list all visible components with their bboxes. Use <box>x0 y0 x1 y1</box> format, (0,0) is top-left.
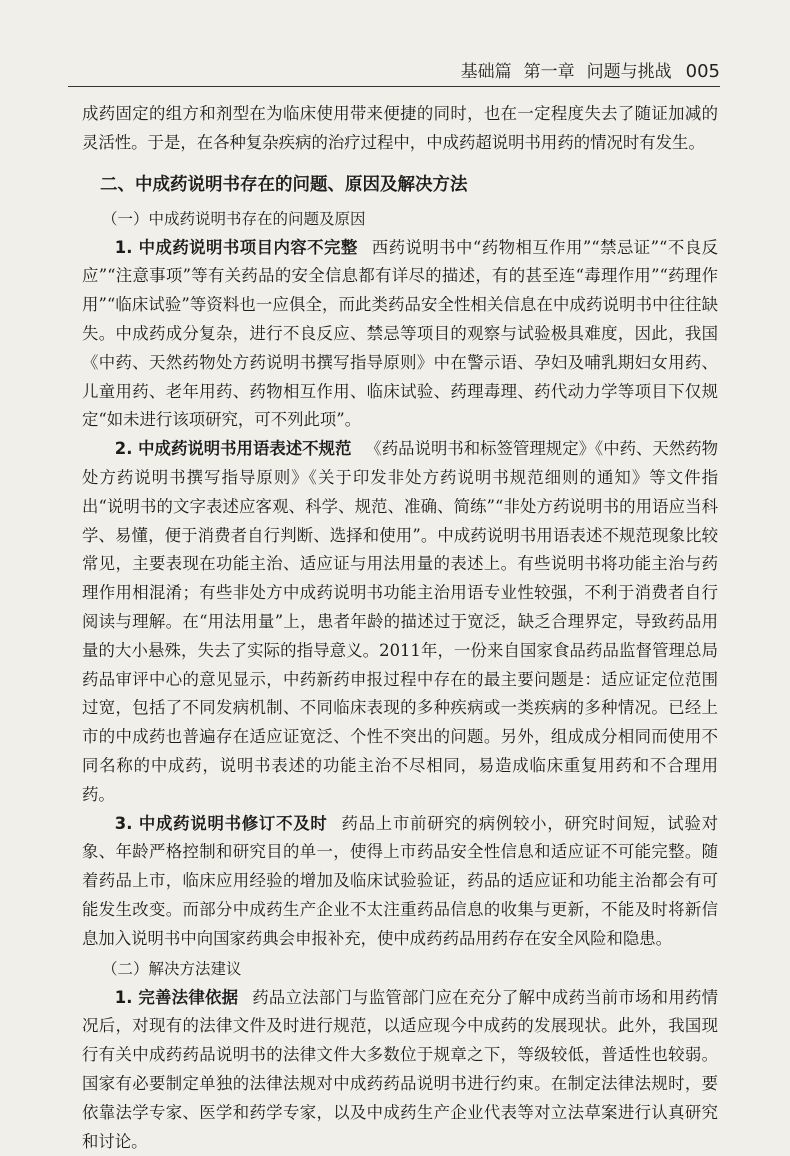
page-body <box>82 100 718 1156</box>
item-text: 《药品说明书和标签管理规定》《中药、天然药物处方药说明书撰写指导原则》《关于印发非处方药说明书规范细则的通知》等文件指出“说明书的文字表述应客观、科学、规范、准确、简练”“非处方药说明书的用语应当科学、易懂，便于消费者自行判断、选择和使用”。中成药说明书用语表述不规范现象比较常见，主要表现在功能主治、适应证与用法用量的表述上。有些说明书将功能主治与药理作用相混淆；有些非处方中成药说明书功能主治用语专业性较强，不利于消费者自行阅读与理解。在“用法用量”上，患者年龄的描述过于宽泛，缺乏合理界定，导致药品用量的大小悬殊，失去了实际的指导意义。2011年，一份来自国家食品药品监督管理总局药品审评中心的意见显示，中药新药申报过程中存在的最主要问题是：适应证定位范围过宽，包括了不同发病机制、不同临床表现的多种疾病或一类疾病的多种情况。已经上市的中成药也普遍存在适应证宽泛、个性不突出的问题。另外，组成成分相同而使用不同名称的中成药，说明书表述的功能主治不尽相同，易造成临床重复用药和不合理用药。 <box>82 439 718 804</box>
item-text: 药品立法部门与监管部门应在充分了解中成药当前市场和用药情况后，对现有的法律文件及时进行规范，以适应现今中成药的发展现状。此外，我国现行有关中成药药品说明书的法律文件大多数位于规章之下，等级较低，普适性也较弱。国家有必要制定单独的法律法规对中成药药品说明书进行约束。在制定法律法规时，要依靠法学专家、医学和药学专家，以及中成药生产企业代表等对立法草案进行认真研究和讨论。 <box>82 987 718 1151</box>
subsection-heading-1: （一）中成药说明书存在的问题及原因 <box>102 209 366 228</box>
item-heading: 1. 完善法律依据 <box>114 987 239 1007</box>
paragraph-item-1 <box>82 234 718 436</box>
header-part: 基础篇 <box>460 62 512 82</box>
item-heading: 3. 中成药说明书修订不及时 <box>114 813 328 833</box>
running-header <box>68 52 720 87</box>
paragraph-item-2 <box>82 435 718 809</box>
item-text: 西药说明书中“药物相互作用”“禁忌证”“不良反应”“注意事项”等有关药品的安全信息都有详尽的描述，有的甚至连“毒理作用”“药理作用”“临床试验”等资料也一应俱全，而此类药品安全性相关信息在中成药说明书中往往缺失。中成药成分复杂，进行不良反应、禁忌等项目的观察与试验极具难度，因此，我国《中药、天然药物处方药说明书撰写指导原则》中在警示语、孕妇及哺乳期妇女用药、儿童用药、老年用药、药物相互作用、临床试验、药理毒理、药代动力学等项目下仅规定“如未进行该项研究，可不列此项”。 <box>82 237 718 430</box>
item-heading: 2. 中成药说明书用语表述不规范 <box>114 439 352 459</box>
intro-paragraph: 成药固定的组方和剂型在为临床使用带来便捷的同时，也在一定程度失去了随证加减的灵活性。于是，在各种复杂疾病的治疗过程中，中成药超说明书用药的情况时有发生。 <box>82 104 718 152</box>
section-heading: 二、中成药说明书存在的问题、原因及解决方法 <box>100 174 468 195</box>
item-text: 药品上市前研究的病例较小，研究时间短，试验对象、年龄严格控制和研究目的单一，使得上市药品安全性信息和适应证不可能完整。随着药品上市，临床应用经验的增加及临床试验验证，药品的适应证和功能主治都会有可能发生改变。而部分中成药生产企业不太注重药品信息的收集与更新，不能及时将新信息加入说明书中向国家药典会申报补充，使中成药药品用药存在安全风险和隐患。 <box>82 813 718 948</box>
header-title: 问题与挑战 <box>586 62 672 82</box>
header-chapter: 第一章 <box>523 62 575 82</box>
subsection-heading-2: （二）解决方法建议 <box>102 959 242 978</box>
page-number: 005 <box>685 61 720 82</box>
paragraph-solution-1 <box>82 984 718 1156</box>
paragraph-item-3 <box>82 810 718 954</box>
item-heading: 1. 中成药说明书项目内容不完整 <box>114 237 358 257</box>
